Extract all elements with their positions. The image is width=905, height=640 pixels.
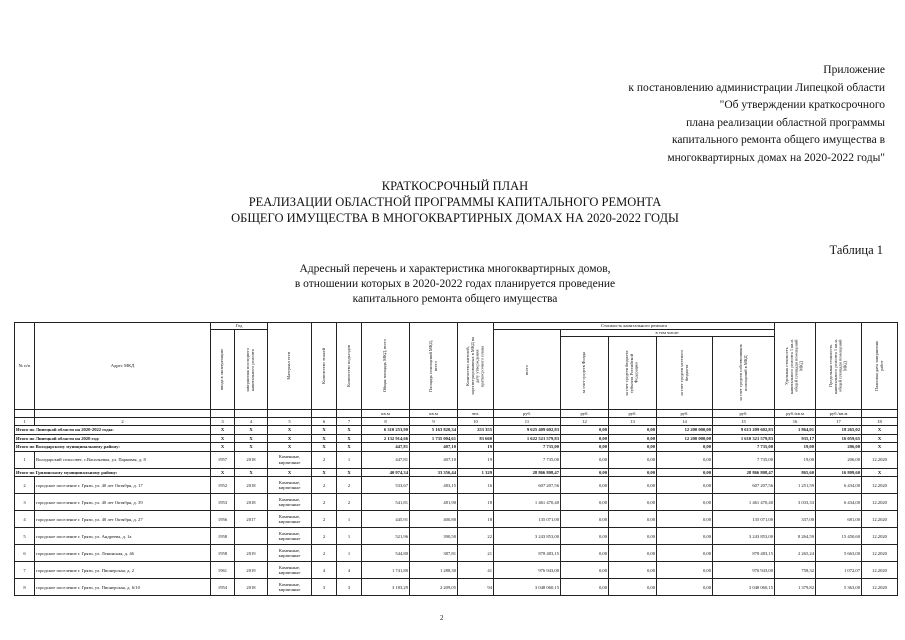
table-cell: 22 — [458, 528, 494, 545]
table-row — [15, 494, 898, 511]
table-cell: 18 — [458, 511, 494, 528]
table-cell: 400,80 — [410, 511, 458, 528]
table-cell: 1 — [337, 511, 362, 528]
table-cell: 2 — [312, 477, 337, 494]
column-number-row: 1 2 3 4 5 6 7 8 9 10 11 12 13 14 15 16 17 18 — [15, 418, 898, 426]
table-cell: 4 — [312, 562, 337, 579]
table-cell: 1 379,82 — [775, 579, 816, 596]
col-header-owners: за счет средств собственников помещений в МКД — [713, 337, 775, 410]
table-cell: 0,00 — [609, 511, 657, 528]
table-cell: 8 — [15, 579, 35, 596]
table-cell: 2018 — [235, 579, 268, 596]
subtitle-line: Адресный перечень и характеристика многоквартирных домов, — [299, 263, 611, 275]
table-cell: 0,00 — [609, 562, 657, 579]
table-cell: 976 943,00 — [494, 562, 561, 579]
table-cell: городское поселение г. Грязи, ул. 40 лет Октября, д. 17 — [35, 477, 211, 494]
table-cell: 1958 — [211, 545, 235, 562]
table-cell: 1 461 470,40 — [494, 494, 561, 511]
col-header-date: Плановая дата завершения работ — [862, 323, 898, 410]
table-row — [15, 511, 898, 528]
appendix-line: капитального ремонта общего имущества в — [671, 134, 885, 146]
title-line: РЕАЛИЗАЦИИ ОБЛАСТНОЙ ПРОГРАММЫ КАПИТАЛЬНОГО РЕМОНТА — [248, 195, 662, 209]
col-header-built: ввода в эксплуатацию — [211, 330, 235, 410]
table-cell: Каменные, кирпичные — [268, 511, 312, 528]
unit-label: руб. — [609, 410, 657, 418]
table-cell: городское поселение г. Грязи, ул. Пионерская, д. 2 — [35, 562, 211, 579]
table-row: 1 Володарский сельсовет, с.Васильевка, ул. Парковая, д. 8 1957 2018 Каменные, кирпичные 2 1 447,81 407,10 19 7 735,00 0,00 0,00 0,00 7 735,00 19,00 206,00 12.2020 — [15, 451, 898, 468]
col-header-last-repair: завершения последнего капитального ремонта — [235, 330, 268, 410]
col-header-sum: всего — [494, 330, 561, 410]
table-cell: Каменные, кирпичные — [268, 528, 312, 545]
table-cell: 12.2020 — [862, 528, 898, 545]
col-header-fund: за счет средств Фонда — [561, 337, 609, 410]
table-cell: 3 243 853,00 — [713, 528, 775, 545]
table-cell: 0,00 — [561, 477, 609, 494]
table-cell: 2 265,24 — [775, 545, 816, 562]
col-header-residents: Количество жителей, зарегистрированных в МКД на дату утверждения краткосрочного плана — [458, 323, 494, 410]
appendix-line: "Об утверждении краткосрочного — [719, 99, 885, 111]
table-cell: 0,00 — [657, 545, 713, 562]
table-cell: 21 — [458, 545, 494, 562]
table-cell: 0,00 — [657, 528, 713, 545]
table-cell: 2 — [312, 494, 337, 511]
unit-label: чел. — [458, 410, 494, 418]
table-cell: Каменные, кирпичные — [268, 494, 312, 511]
table-cell: 3 033,33 — [775, 494, 816, 511]
unit-label: руб./кв.м — [775, 410, 816, 418]
table-cell: 1 288,30 — [410, 562, 458, 579]
table-cell: Каменные, кирпичные — [268, 562, 312, 579]
unit-label: руб. — [713, 410, 775, 418]
page-number: 2 — [440, 614, 444, 622]
table-cell: 878 483,15 — [713, 545, 775, 562]
unit-label: руб./кв.м — [816, 410, 862, 418]
table-cell: 541,81 — [362, 494, 410, 511]
appendix-header — [560, 62, 885, 167]
table-cell: 445,91 — [362, 511, 410, 528]
table-cell: 0,00 — [609, 545, 657, 562]
table-cell: 0,00 — [561, 528, 609, 545]
table-cell: 7 — [15, 562, 35, 579]
table-cell: 5 363,00 — [816, 579, 862, 596]
table-cell: 4 — [15, 511, 35, 528]
table-cell: 1 072,07 — [816, 562, 862, 579]
table-row — [15, 477, 898, 494]
table-cell: 2018 — [235, 477, 268, 494]
table-cell: 2 — [312, 528, 337, 545]
table-cell: 6 434,00 — [816, 477, 862, 494]
table-cell — [235, 528, 268, 545]
table-cell: 1952 — [211, 477, 235, 494]
table-cell: 607 207,56 — [713, 477, 775, 494]
table-cell: 521,96 — [362, 528, 410, 545]
unit-label: руб. — [657, 410, 713, 418]
table-cell: городское поселение г. Грязи, ул. 40 лет Октября, д. 27 — [35, 511, 211, 528]
table-cell: городское поселение г. Грязи, ул. Ленинская, д. 46 — [35, 545, 211, 562]
table-cell: городское поселение г. Грязи, ул. Пионерская, д. 6/10 — [35, 579, 211, 596]
table-cell: 2 — [15, 477, 35, 494]
table-subtitle — [150, 262, 760, 307]
table-cell: 3 — [337, 579, 362, 596]
table-cell: 3 — [312, 579, 337, 596]
table-cell: 481,90 — [410, 494, 458, 511]
total-row: Итого по Липецкой области на 2020 год: X X X X X 2 132 914,66 1 735 004,61 83 660 1 622 521 579,83 0,00 0,00 12 200 000,00 1 610 321 579,83 935,17 16 059,65 X — [15, 434, 898, 443]
subtitle-line: в отношении которых в 2020-2022 годах планируется проведение — [294, 278, 616, 290]
table-cell: 2017 — [235, 511, 268, 528]
table-cell: 12.2020 — [862, 562, 898, 579]
table-cell: 0,00 — [657, 511, 713, 528]
document-title — [150, 178, 760, 226]
table-cell: 15 450,60 — [816, 528, 862, 545]
table-cell: 1953 — [211, 494, 235, 511]
table-cell: Каменные, кирпичные — [268, 477, 312, 494]
housing-table — [14, 322, 898, 596]
table-cell: 94 — [458, 579, 494, 596]
col-header-entrances: Количество подъездов — [337, 323, 362, 410]
table-cell: 0,00 — [657, 494, 713, 511]
title-line: ОБЩЕГО ИМУЩЕСТВА В МНОГОКВАРТИРНЫХ ДОМАХ НА 2020-2022 ГОДЫ — [231, 211, 679, 225]
table-cell: 8 264,59 — [775, 528, 816, 545]
table-cell: городское поселение г. Грязи, ул. 40 лет Октября, д. 39 — [35, 494, 211, 511]
table-cell: 533,67 — [362, 477, 410, 494]
table-cell: 3 048 060,15 — [494, 579, 561, 596]
table-cell: 18 — [458, 494, 494, 511]
title-line: КРАТКОСРОЧНЫЙ ПЛАН — [381, 179, 529, 193]
col-header-cost: Стоимость капитального ремонта — [494, 323, 775, 330]
col-header-address: Адрес МКД — [35, 323, 211, 410]
table-cell: 5 — [15, 528, 35, 545]
table-cell: 0,00 — [561, 494, 609, 511]
table-cell: 5 663,00 — [816, 545, 862, 562]
table-cell: 878 483,15 — [494, 545, 561, 562]
col-header-no: № п/п — [15, 323, 35, 410]
table-row — [15, 545, 898, 562]
col-header-including: в том числе: — [561, 330, 775, 337]
table-cell: 2 209,05 — [410, 579, 458, 596]
table-cell: 1 251,59 — [775, 477, 816, 494]
appendix-line: к постановлению администрации Липецкой области — [628, 81, 885, 94]
col-header-unit-cost: Удельная стоимость капитального ремонта 1 кв.м. общей площади помещений МКД — [775, 323, 816, 410]
table-cell: Каменные, кирпичные — [268, 545, 312, 562]
table-cell: Каменные, кирпичные — [268, 579, 312, 596]
table-cell: 12.2020 — [862, 511, 898, 528]
table-cell: 1 — [337, 545, 362, 562]
table-cell: 337,00 — [775, 511, 816, 528]
table-cell: 544,80 — [362, 545, 410, 562]
table-cell: 0,00 — [657, 477, 713, 494]
table-cell: 135 071,00 — [713, 511, 775, 528]
table-label: Таблица 1 — [829, 243, 883, 257]
appendix-line: многоквартирных домах на 2020-2022 годы" — [667, 151, 885, 164]
table-cell: 2 — [312, 511, 337, 528]
table-cell: 0,00 — [657, 562, 713, 579]
table-cell: 2 — [312, 545, 337, 562]
total-row: Итого по Липецкой области на 2020-2022 годы: X X X X X 6 310 253,90 5 163 820,34 253 355 9 625 409 602,83 0,00 0,00 12 200 000,00 9 613 209 602,83 1 864,01 18 265,02 X — [15, 426, 898, 435]
table-cell: 0,00 — [561, 562, 609, 579]
table-cell: 0,00 — [561, 511, 609, 528]
table-cell: 12.2020 — [862, 579, 898, 596]
table-row — [15, 579, 898, 596]
table-cell: 0,00 — [561, 579, 609, 596]
table-cell: 135 071,00 — [494, 511, 561, 528]
unit-label: кв.м — [362, 410, 410, 418]
table-cell: 12.2020 — [862, 545, 898, 562]
table-cell: 2018 — [235, 494, 268, 511]
table-cell: 607 207,56 — [494, 477, 561, 494]
table-cell: 12.2020 — [862, 477, 898, 494]
table-cell: 2019 — [235, 562, 268, 579]
table-cell: 0,00 — [609, 477, 657, 494]
table-cell: 681,00 — [816, 511, 862, 528]
table-cell: 2 — [337, 477, 362, 494]
table-cell: 758,32 — [775, 562, 816, 579]
col-header-room-area: Площадь помещений МКД, всего — [410, 323, 458, 410]
total-row: Итого по Грязинскому муниципальному району: X X X X X 40 974,34 33 356,44 1 329 28 866 808,47 0,00 0,00 0,00 28 866 808,47 865,60 16 809,60 X — [15, 468, 898, 477]
table-cell: 1 461 470,40 — [713, 494, 775, 511]
appendix-line: Приложение — [823, 64, 885, 76]
table-cell: 1961 — [211, 562, 235, 579]
table-cell: 3 048 060,15 — [713, 579, 775, 596]
col-header-region: за счет средств бюджета субъекта Российской Федерации — [609, 337, 657, 410]
table-cell: 3 183,29 — [362, 579, 410, 596]
col-header-limit-cost: Предельная стоимость капитального ремонта 1 кв.м. общей площади помещений МКД — [816, 323, 862, 410]
table-cell: 1954 — [211, 579, 235, 596]
table-cell: 41 — [458, 562, 494, 579]
table-cell: 390,50 — [410, 528, 458, 545]
table-cell: 12.2020 — [862, 494, 898, 511]
col-header-material: Материал стен — [268, 323, 312, 410]
table-cell: 3 — [15, 494, 35, 511]
table-cell: 387,81 — [410, 545, 458, 562]
table-row — [15, 562, 898, 579]
table-cell: 4 — [337, 562, 362, 579]
table-cell: 483,15 — [410, 477, 458, 494]
table-cell: 1 — [337, 528, 362, 545]
unit-label: руб. — [561, 410, 609, 418]
table-cell: 1 741,80 — [362, 562, 410, 579]
col-header-total-area: Общая площадь МКД, всего — [362, 323, 410, 410]
table-cell: 0,00 — [561, 545, 609, 562]
table-cell: 6 434,00 — [816, 494, 862, 511]
table-cell: 0,00 — [657, 579, 713, 596]
table-cell: 976 943,00 — [713, 562, 775, 579]
col-header-year: Год — [211, 323, 268, 330]
table-cell: 0,00 — [609, 579, 657, 596]
table-cell: 2 — [337, 494, 362, 511]
unit-label: руб. — [494, 410, 561, 418]
col-header-local: за счет средств местного бюджета — [657, 337, 713, 410]
table-cell: 16 — [458, 477, 494, 494]
unit-label: кв.м — [410, 410, 458, 418]
table-cell: 0,00 — [609, 494, 657, 511]
subtitle-line: капитального ремонта общего имущества — [352, 293, 558, 305]
appendix-line: плана реализации областной программы — [686, 116, 885, 129]
table-cell: 1958 — [211, 528, 235, 545]
total-row: Итого по Володарскому муниципальному району: X X X X X 447,81 407,10 19 7 735,00 0,00 0,00 0,00 7 735,00 19,00 206,00 X — [15, 443, 898, 452]
table-cell: 1956 — [211, 511, 235, 528]
table-cell: городское поселение г. Грязи, ул. Андреева, д. 1а — [35, 528, 211, 545]
table-row — [15, 528, 898, 545]
col-header-floors: Количество этажей — [312, 323, 337, 410]
table-cell: 3 243 853,00 — [494, 528, 561, 545]
table-cell: 2019 — [235, 545, 268, 562]
table-cell: 0,00 — [609, 528, 657, 545]
table-cell: 6 — [15, 545, 35, 562]
